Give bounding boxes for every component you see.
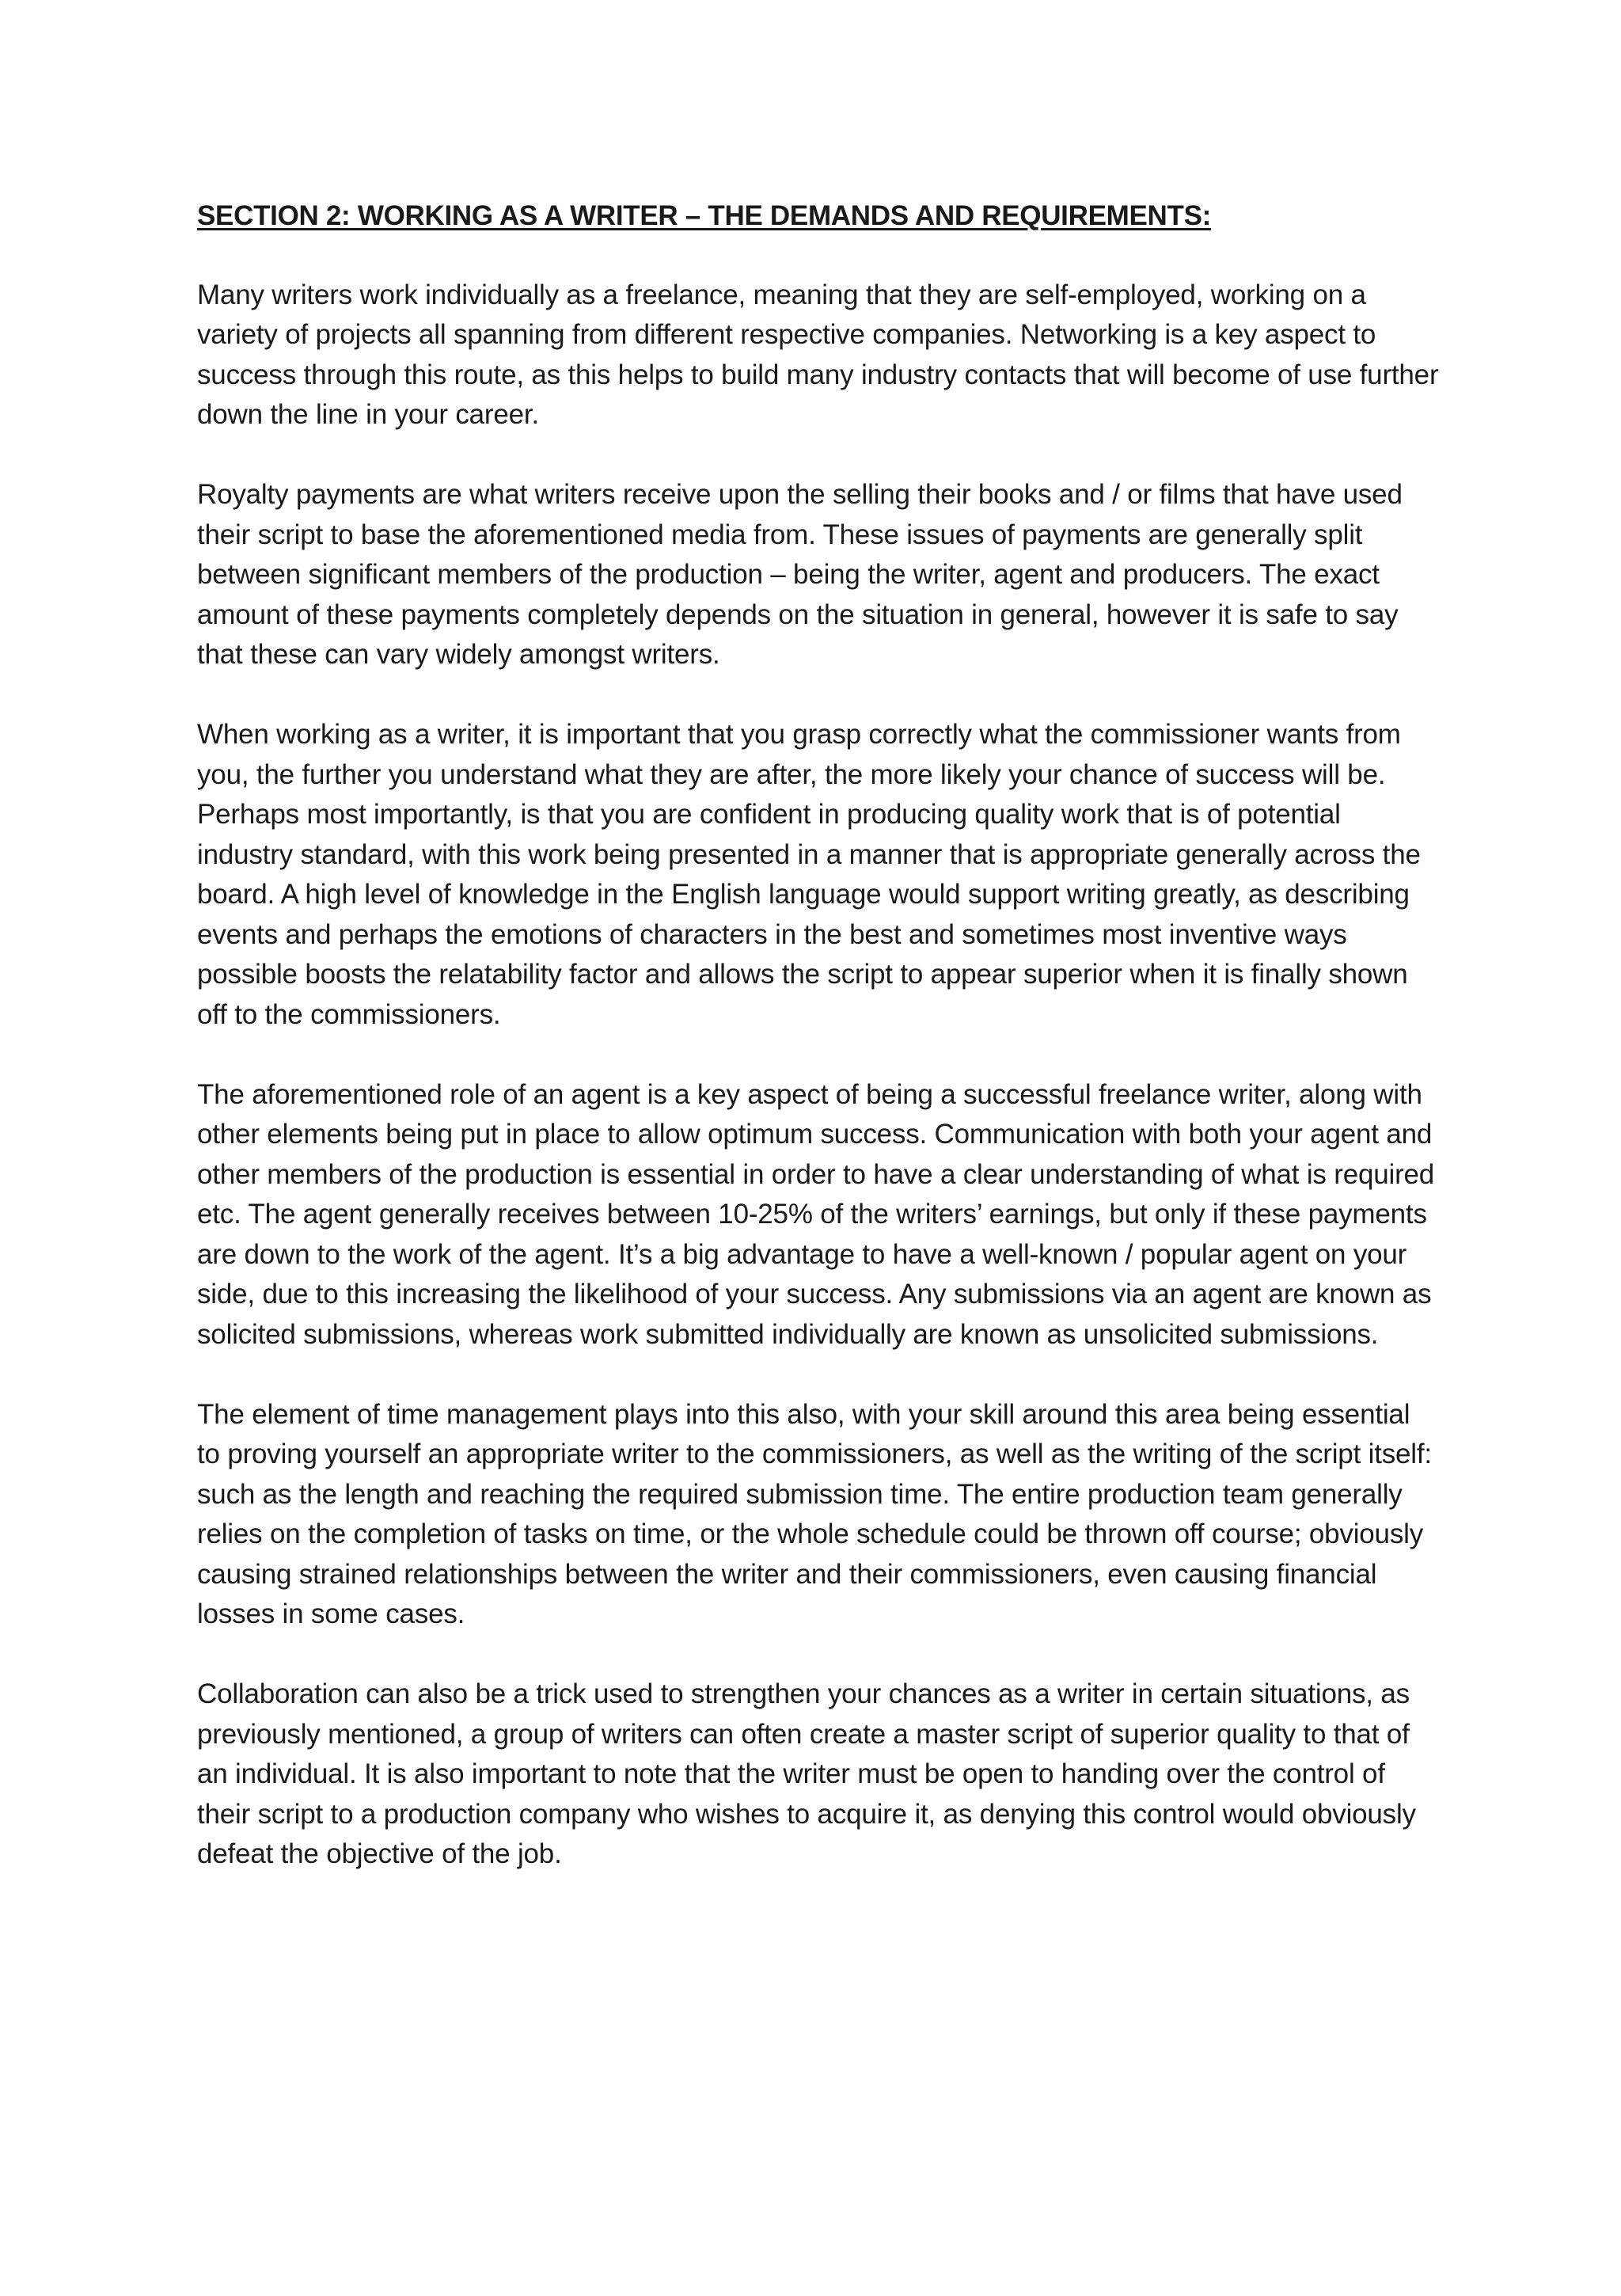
section-heading: SECTION 2: WORKING AS A WRITER – THE DEMANDS AND REQUIREMENTS: (197, 200, 1211, 231)
document-body (197, 196, 1440, 1875)
paragraph-collaboration: Collaboration can also be a trick used to strengthen your chances as a writer in certain situations, as previously mentioned, a group of writers can often create a master script of superior quality to that of an individual. It is also important to note that the writer must be open to handing over the control of their script to a production company who wishes to acquire it, as denying this control would obviously defeat the objective of the job. (197, 1678, 1416, 1869)
paragraph-agent-role: The aforementioned role of an agent is a key aspect of being a successful freelance writer, along with other elements being put in place to allow optimum success. Communication with both your agent and other members of the production is essential in order to have a clear understanding of what is required etc. The agent generally receives between 10-25% of the writers’ earnings, but only if these payments are down to the work of the agent. It’s a big advantage to have a well-known / popular agent on your side, due to this increasing the likelihood of your success. Any submissions via an agent are known as solicited submissions, whereas work submitted individually are known as unsolicited submissions. (197, 1078, 1435, 1350)
paragraph-freelance: Many writers work individually as a freelance, meaning that they are self-employed, working on a variety of projects all spanning from different respective companies. Networking is a key aspect to success through this route, as this helps to build many industry contacts that will become of use further down the line in your career. (197, 279, 1439, 430)
paragraph-royalty-payments: Royalty payments are what writers receive upon the selling their books and / or films that have used their script to base the aforementioned media from. These issues of payments are generally split between significant members of the production – being the writer, agent and producers. The exact amount of these payments completely depends on the situation in general, however it is safe to say that these can vary widely amongst writers. (197, 479, 1403, 670)
paragraph-commissioner-expectations: When working as a writer, it is important that you grasp correctly what the commissioner wants from you, the further you understand what they are after, the more likely your chance of success will be. Perhaps most importantly, is that you are confident in producing quality work that is of potential industry standard, with this work being presented in a manner that is appropriate generally across the board. A high level of knowledge in the English language would support writing greatly, as describing events and perhaps the emotions of characters in the best and sometimes most inventive ways possible boosts the relatability factor and allows the script to appear superior when it is finally shown off to the commissioners. (197, 719, 1421, 1030)
paragraph-time-management: The element of time management plays into this also, with your skill around this area being essential to proving yourself an appropriate writer to the commissioners, as well as the writing of the script itself: such as the length and reaching the required submission time. The entire production team generally relies on the completion of tasks on time, or the whole schedule could be thrown off course; obviously causing strained relationships between the writer and their commissioners, even causing financial losses in some cases. (197, 1398, 1432, 1629)
